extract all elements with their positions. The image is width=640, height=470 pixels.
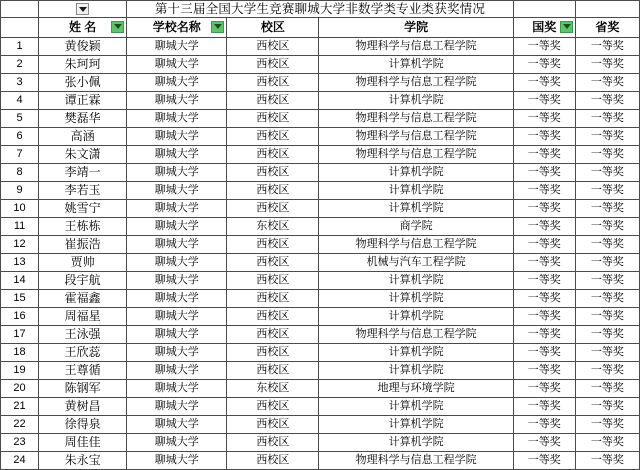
table-row — [1, 74, 640, 92]
cell-provincial[interactable]: 一等奖 — [575, 362, 639, 380]
cell-name[interactable]: 王欣蕊 — [39, 344, 127, 362]
table-row — [1, 326, 640, 344]
cell-name[interactable]: 崔振浩 — [39, 236, 127, 254]
cell-provincial[interactable]: 一等奖 — [575, 38, 639, 56]
cell-school[interactable]: 聊城大学 — [127, 182, 227, 200]
filter-cell-index — [1, 1, 39, 18]
cell-name[interactable]: 李若玉 — [39, 182, 127, 200]
table-row — [1, 308, 640, 326]
cell-national[interactable]: 一等奖 — [513, 200, 575, 218]
cell-name[interactable]: 樊磊华 — [39, 110, 127, 128]
table-row — [1, 164, 640, 182]
cell-name[interactable]: 周福星 — [39, 308, 127, 326]
cell-provincial[interactable]: 一等奖 — [575, 326, 639, 344]
table-row — [1, 200, 640, 218]
cell-campus[interactable]: 西校区 — [227, 308, 319, 326]
cell-national[interactable]: 一等奖 — [513, 344, 575, 362]
cell-index[interactable]: 14 — [1, 272, 39, 290]
cell-name[interactable]: 王栋栋 — [39, 218, 127, 236]
cell-school[interactable]: 聊城大学 — [127, 128, 227, 146]
cell-school[interactable]: 聊城大学 — [127, 362, 227, 380]
cell-campus[interactable]: 西校区 — [227, 38, 319, 56]
cell-dept[interactable]: 物理科学与信息工程学院 — [319, 110, 513, 128]
cell-school[interactable]: 聊城大学 — [127, 290, 227, 308]
cell-dept[interactable]: 物理科学与信息工程学院 — [319, 326, 513, 344]
cell-school[interactable]: 聊城大学 — [127, 398, 227, 416]
cell-name[interactable]: 黄俊颖 — [39, 38, 127, 56]
table-row — [1, 56, 640, 74]
cell-campus[interactable]: 西校区 — [227, 92, 319, 110]
cell-dept[interactable]: 计算机学院 — [319, 200, 513, 218]
table-header-row — [1, 18, 640, 38]
cell-dept[interactable]: 机械与汽车工程学院 — [319, 254, 513, 272]
cell-index[interactable]: 1 — [1, 38, 39, 56]
cell-national[interactable]: 一等奖 — [513, 236, 575, 254]
table-row — [1, 182, 640, 200]
table-row — [1, 362, 640, 380]
cell-provincial[interactable]: 一等奖 — [575, 164, 639, 182]
cell-school[interactable]: 聊城大学 — [127, 308, 227, 326]
cell-national[interactable]: 一等奖 — [513, 74, 575, 92]
cell-index[interactable]: 7 — [1, 146, 39, 164]
cell-school[interactable]: 聊城大学 — [127, 326, 227, 344]
cell-school[interactable]: 聊城大学 — [127, 92, 227, 110]
cell-dept[interactable]: 计算机学院 — [319, 308, 513, 326]
cell-name[interactable]: 段宇航 — [39, 272, 127, 290]
column-header-name[interactable] — [39, 18, 127, 38]
cell-index[interactable]: 23 — [1, 434, 39, 452]
column-header-label-campus: 校区 — [260, 20, 285, 34]
cell-school[interactable]: 聊城大学 — [127, 164, 227, 182]
column-header-national[interactable] — [513, 18, 575, 38]
column-header-label-provincial: 省奖 — [595, 20, 620, 34]
cell-school[interactable]: 聊城大学 — [127, 200, 227, 218]
cell-index[interactable]: 15 — [1, 290, 39, 308]
table-row — [1, 452, 640, 470]
cell-national[interactable]: 一等奖 — [513, 308, 575, 326]
chevron-down-icon[interactable] — [76, 3, 89, 15]
cell-dept[interactable]: 商学院 — [319, 218, 513, 236]
cell-provincial[interactable]: 一等奖 — [575, 452, 639, 470]
cell-name[interactable]: 贾帅 — [39, 254, 127, 272]
cell-dept[interactable]: 计算机学院 — [319, 164, 513, 182]
column-header-provincial[interactable] — [575, 18, 639, 38]
column-header-dept[interactable] — [319, 18, 513, 38]
cell-school[interactable]: 聊城大学 — [127, 434, 227, 452]
cell-campus[interactable]: 西校区 — [227, 362, 319, 380]
cell-national[interactable]: 一等奖 — [513, 56, 575, 74]
cell-index[interactable]: 21 — [1, 398, 39, 416]
cell-national[interactable]: 一等奖 — [513, 380, 575, 398]
page-title: 第十三届全国大学生竞赛聊城大学非数学类专业类获奖情况 — [127, 1, 514, 18]
cell-campus[interactable]: 西校区 — [227, 128, 319, 146]
cell-provincial[interactable]: 一等奖 — [575, 380, 639, 398]
cell-dept[interactable]: 计算机学院 — [319, 416, 513, 434]
cell-index[interactable]: 4 — [1, 92, 39, 110]
filter-cell-provincial — [575, 1, 639, 18]
cell-dept[interactable]: 计算机学院 — [319, 362, 513, 380]
cell-national[interactable]: 一等奖 — [513, 398, 575, 416]
cell-index[interactable]: 3 — [1, 74, 39, 92]
filter-cell-national — [513, 1, 575, 18]
cell-provincial[interactable]: 一等奖 — [575, 182, 639, 200]
cell-national[interactable]: 一等奖 — [513, 38, 575, 56]
cell-national[interactable]: 一等奖 — [513, 92, 575, 110]
cell-national[interactable]: 一等奖 — [513, 452, 575, 470]
cell-name[interactable]: 霍福鑫 — [39, 290, 127, 308]
filter-icon-name[interactable] — [111, 21, 124, 33]
cell-national[interactable]: 一等奖 — [513, 416, 575, 434]
cell-provincial[interactable]: 一等奖 — [575, 290, 639, 308]
cell-name[interactable]: 黄树昌 — [39, 398, 127, 416]
table-row — [1, 236, 640, 254]
cell-campus[interactable]: 西校区 — [227, 74, 319, 92]
cell-dept[interactable]: 物理科学与信息工程学院 — [319, 236, 513, 254]
cell-school[interactable]: 聊城大学 — [127, 146, 227, 164]
table-row — [1, 38, 640, 56]
cell-index[interactable]: 11 — [1, 218, 39, 236]
cell-school[interactable]: 聊城大学 — [127, 38, 227, 56]
cell-national[interactable]: 一等奖 — [513, 290, 575, 308]
table-row — [1, 218, 640, 236]
cell-campus[interactable]: 西校区 — [227, 110, 319, 128]
cell-campus[interactable]: 西校区 — [227, 416, 319, 434]
cell-school[interactable]: 聊城大学 — [127, 218, 227, 236]
column-header-label-national: 国奖 — [532, 20, 557, 34]
cell-name[interactable]: 谭正霖 — [39, 92, 127, 110]
table-row — [1, 416, 640, 434]
cell-school[interactable]: 聊城大学 — [127, 236, 227, 254]
column-header-school[interactable] — [127, 18, 227, 38]
cell-school[interactable]: 聊城大学 — [127, 344, 227, 362]
cell-index[interactable]: 9 — [1, 182, 39, 200]
cell-dept[interactable]: 物理科学与信息工程学院 — [319, 146, 513, 164]
cell-name[interactable]: 朱珂珂 — [39, 56, 127, 74]
cell-dept[interactable]: 物理科学与信息工程学院 — [319, 74, 513, 92]
cell-index[interactable]: 17 — [1, 326, 39, 344]
cell-dept[interactable]: 物理科学与信息工程学院 — [319, 38, 513, 56]
cell-dept[interactable]: 物理科学与信息工程学院 — [319, 128, 513, 146]
cell-campus[interactable]: 西校区 — [227, 56, 319, 74]
cell-national[interactable]: 一等奖 — [513, 362, 575, 380]
cell-national[interactable]: 一等奖 — [513, 164, 575, 182]
cell-provincial[interactable]: 一等奖 — [575, 308, 639, 326]
table-row — [1, 398, 640, 416]
table-row — [1, 380, 640, 398]
cell-national[interactable]: 一等奖 — [513, 434, 575, 452]
cell-index[interactable]: 16 — [1, 308, 39, 326]
cell-name[interactable]: 姚雪宁 — [39, 200, 127, 218]
cell-national[interactable]: 一等奖 — [513, 218, 575, 236]
cell-provincial[interactable]: 一等奖 — [575, 128, 639, 146]
cell-school[interactable]: 聊城大学 — [127, 380, 227, 398]
cell-provincial[interactable]: 一等奖 — [575, 254, 639, 272]
filter-icon-school[interactable] — [211, 21, 224, 33]
cell-name[interactable]: 张小佩 — [39, 74, 127, 92]
cell-provincial[interactable]: 一等奖 — [575, 110, 639, 128]
column-header-label-dept: 学院 — [404, 20, 429, 34]
cell-national[interactable]: 一等奖 — [513, 128, 575, 146]
cell-provincial[interactable]: 一等奖 — [575, 236, 639, 254]
cell-campus[interactable]: 西校区 — [227, 272, 319, 290]
cell-provincial[interactable]: 一等奖 — [575, 56, 639, 74]
cell-campus[interactable]: 东校区 — [227, 380, 319, 398]
cell-name[interactable]: 周佳佳 — [39, 434, 127, 452]
cell-provincial[interactable]: 一等奖 — [575, 416, 639, 434]
cell-dept[interactable]: 计算机学院 — [319, 290, 513, 308]
table-row — [1, 128, 640, 146]
cell-campus[interactable]: 西校区 — [227, 200, 319, 218]
cell-name[interactable]: 朱永宝 — [39, 452, 127, 470]
cell-index[interactable]: 22 — [1, 416, 39, 434]
cell-provincial[interactable]: 一等奖 — [575, 344, 639, 362]
cell-name[interactable]: 高涵 — [39, 128, 127, 146]
column-header-campus[interactable] — [227, 18, 319, 38]
cell-name[interactable]: 王泳强 — [39, 326, 127, 344]
cell-index[interactable]: 12 — [1, 236, 39, 254]
cell-campus[interactable]: 西校区 — [227, 398, 319, 416]
cell-campus[interactable]: 西校区 — [227, 254, 319, 272]
cell-index[interactable]: 8 — [1, 164, 39, 182]
cell-dept[interactable]: 计算机学院 — [319, 56, 513, 74]
cell-school[interactable]: 聊城大学 — [127, 272, 227, 290]
cell-dept[interactable]: 物理科学与信息工程学院 — [319, 452, 513, 470]
cell-national[interactable]: 一等奖 — [513, 146, 575, 164]
filter-icon-national[interactable] — [560, 21, 573, 33]
cell-index[interactable]: 6 — [1, 128, 39, 146]
cell-dept[interactable]: 计算机学院 — [319, 272, 513, 290]
cell-campus[interactable]: 西校区 — [227, 290, 319, 308]
cell-name[interactable]: 李靖一 — [39, 164, 127, 182]
cell-national[interactable]: 一等奖 — [513, 272, 575, 290]
cell-dept[interactable]: 计算机学院 — [319, 434, 513, 452]
cell-provincial[interactable]: 一等奖 — [575, 200, 639, 218]
cell-index[interactable]: 18 — [1, 344, 39, 362]
cell-name[interactable]: 朱文潇 — [39, 146, 127, 164]
filter-dropdown-name[interactable] — [39, 1, 127, 18]
cell-campus[interactable]: 西校区 — [227, 236, 319, 254]
cell-provincial[interactable]: 一等奖 — [575, 434, 639, 452]
cell-provincial[interactable]: 一等奖 — [575, 92, 639, 110]
cell-index[interactable]: 20 — [1, 380, 39, 398]
cell-index[interactable]: 24 — [1, 452, 39, 470]
cell-name[interactable]: 陈钢军 — [39, 380, 127, 398]
cell-index[interactable]: 19 — [1, 362, 39, 380]
cell-campus[interactable]: 西校区 — [227, 452, 319, 470]
cell-name[interactable]: 王尊循 — [39, 362, 127, 380]
column-header-label-school: 学校名称 — [152, 20, 201, 34]
cell-campus[interactable]: 东校区 — [227, 218, 319, 236]
cell-provincial[interactable]: 一等奖 — [575, 218, 639, 236]
cell-national[interactable]: 一等奖 — [513, 254, 575, 272]
table-row — [1, 146, 640, 164]
column-header-label-name: 姓 名 — [68, 20, 97, 34]
cell-national[interactable]: 一等奖 — [513, 326, 575, 344]
cell-dept[interactable]: 计算机学院 — [319, 398, 513, 416]
cell-dept[interactable]: 地理与环境学院 — [319, 380, 513, 398]
cell-dept[interactable]: 计算机学院 — [319, 92, 513, 110]
cell-school[interactable]: 聊城大学 — [127, 56, 227, 74]
cell-campus[interactable]: 西校区 — [227, 164, 319, 182]
cell-name[interactable]: 徐得泉 — [39, 416, 127, 434]
cell-national[interactable]: 一等奖 — [513, 110, 575, 128]
cell-campus[interactable]: 西校区 — [227, 182, 319, 200]
table-row — [1, 290, 640, 308]
cell-provincial[interactable]: 一等奖 — [575, 398, 639, 416]
cell-index[interactable]: 13 — [1, 254, 39, 272]
cell-school[interactable]: 聊城大学 — [127, 110, 227, 128]
cell-school[interactable]: 聊城大学 — [127, 254, 227, 272]
table-row — [1, 254, 640, 272]
table-row — [1, 110, 640, 128]
table-row — [1, 272, 640, 290]
cell-index[interactable]: 5 — [1, 110, 39, 128]
cell-dept[interactable]: 计算机学院 — [319, 344, 513, 362]
autofilter-row — [1, 1, 640, 18]
cell-school[interactable]: 聊城大学 — [127, 416, 227, 434]
cell-dept[interactable]: 计算机学院 — [319, 182, 513, 200]
column-header-index[interactable] — [1, 18, 39, 38]
table-row — [1, 92, 640, 110]
cell-campus[interactable]: 西校区 — [227, 344, 319, 362]
cell-school[interactable]: 聊城大学 — [127, 74, 227, 92]
table-row — [1, 344, 640, 362]
cell-campus[interactable]: 西校区 — [227, 146, 319, 164]
table-row — [1, 434, 640, 452]
cell-index[interactable]: 10 — [1, 200, 39, 218]
cell-provincial[interactable]: 一等奖 — [575, 74, 639, 92]
cell-index[interactable]: 2 — [1, 56, 39, 74]
cell-provincial[interactable]: 一等奖 — [575, 272, 639, 290]
cell-provincial[interactable]: 一等奖 — [575, 146, 639, 164]
cell-national[interactable]: 一等奖 — [513, 182, 575, 200]
cell-campus[interactable]: 西校区 — [227, 434, 319, 452]
cell-school[interactable]: 聊城大学 — [127, 452, 227, 470]
cell-campus[interactable]: 西校区 — [227, 326, 319, 344]
